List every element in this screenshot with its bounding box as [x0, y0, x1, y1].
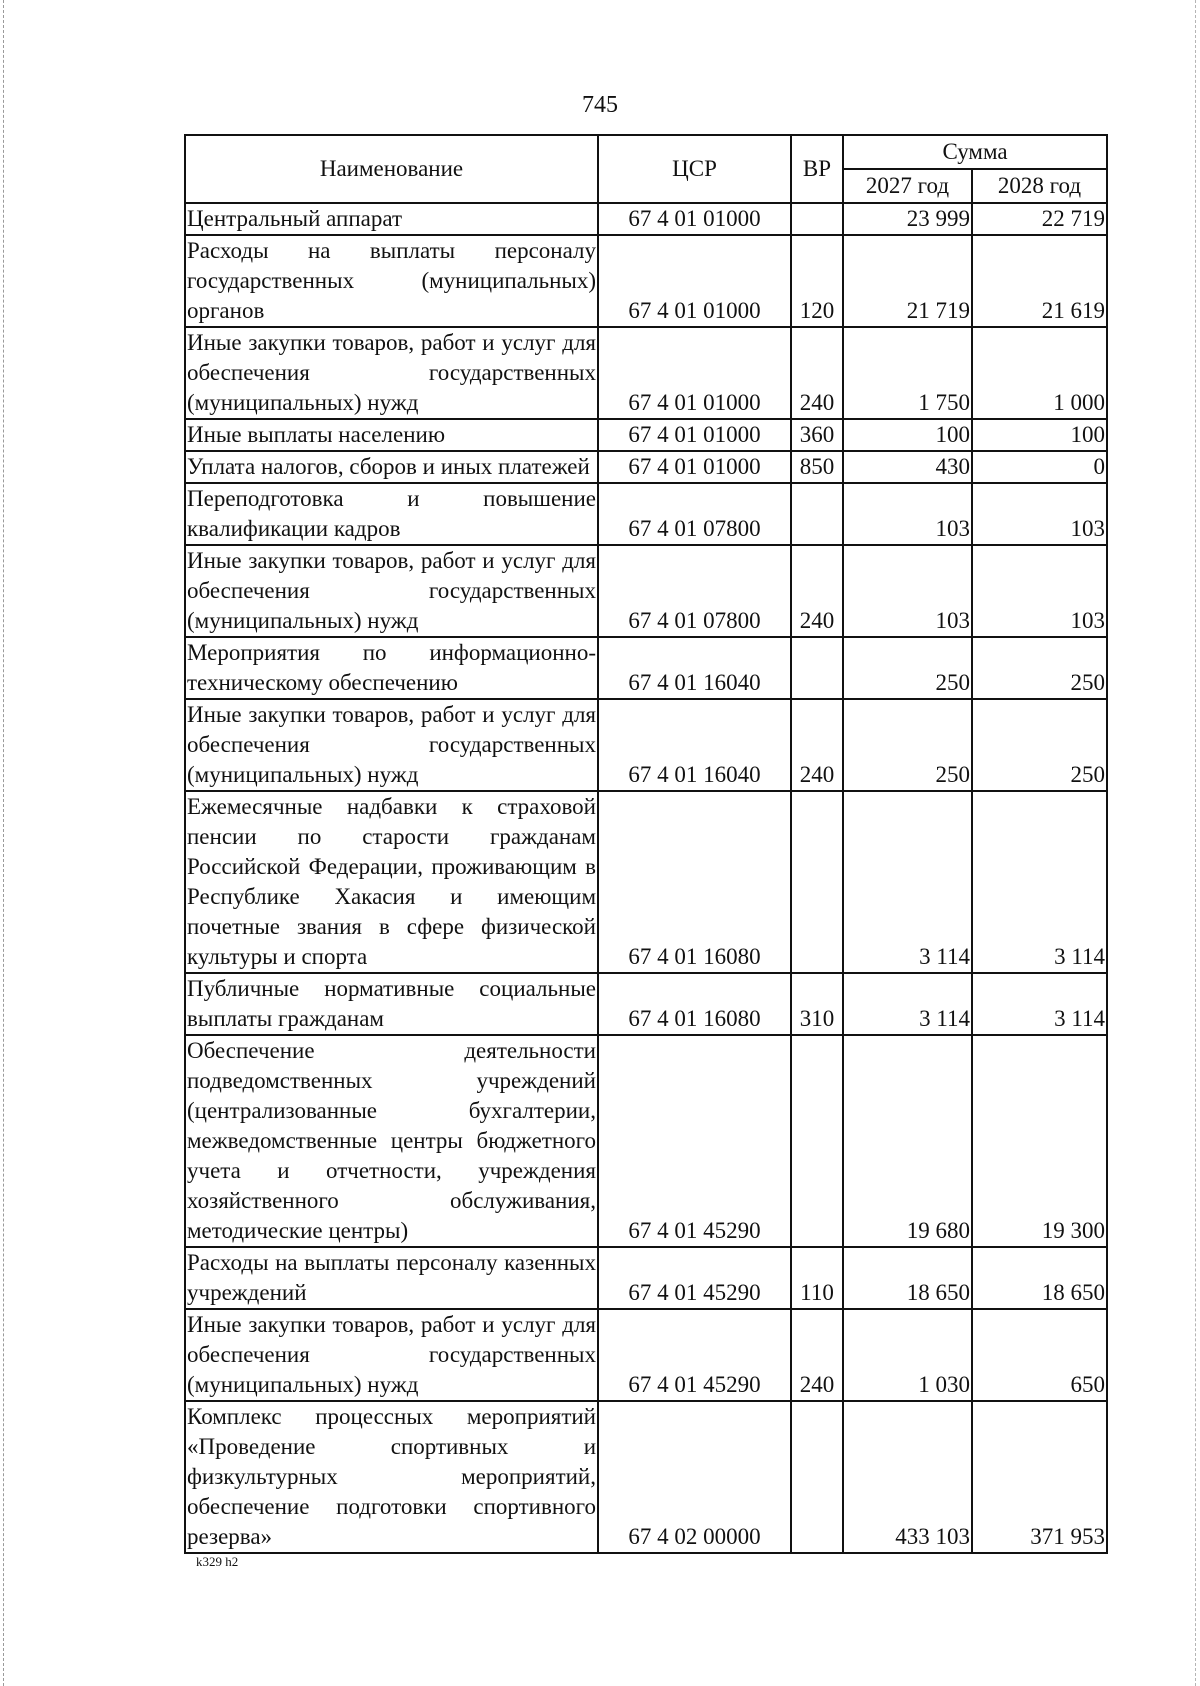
table-body — [185, 203, 1107, 1553]
row-sum-2028: 650 — [972, 1309, 1107, 1401]
row-csr: 67 4 01 16080 — [598, 791, 791, 973]
row-csr: 67 4 01 01000 — [598, 327, 791, 419]
row-vr: 110 — [791, 1247, 843, 1309]
table-row — [185, 545, 1107, 637]
row-csr: 67 4 01 16040 — [598, 637, 791, 699]
row-name: Уплата налогов, сборов и иных платежей — [185, 451, 598, 483]
table-row — [185, 203, 1107, 235]
row-sum-2027: 103 — [843, 483, 972, 545]
row-vr: 240 — [791, 545, 843, 637]
table-row — [185, 1401, 1107, 1553]
row-sum-2028: 3 114 — [972, 973, 1107, 1035]
footer-code: k329 h2 — [196, 1554, 239, 1569]
row-sum-2027: 1 030 — [843, 1309, 972, 1401]
page-number: 745 — [582, 92, 618, 118]
page-edge-left — [3, 0, 4, 1686]
header-name: Наименование — [185, 135, 598, 203]
row-vr: 240 — [791, 327, 843, 419]
row-sum-2028: 18 650 — [972, 1247, 1107, 1309]
row-vr — [791, 1401, 843, 1553]
row-name: Иные закупки товаров, работ и услуг для обеспечения государственных (муниципальных) нужд — [185, 699, 598, 791]
row-sum-2028: 3 114 — [972, 791, 1107, 973]
row-vr: 120 — [791, 235, 843, 327]
table-row — [185, 451, 1107, 483]
row-sum-2027: 18 650 — [843, 1247, 972, 1309]
row-vr — [791, 203, 843, 235]
header-csr: ЦСР — [598, 135, 791, 203]
row-vr — [791, 637, 843, 699]
row-name: Публичные нормативные социальные выплаты гражданам — [185, 973, 598, 1035]
header-sum: Сумма — [843, 135, 1107, 169]
row-name: Центральный аппарат — [185, 203, 598, 235]
row-sum-2027: 433 103 — [843, 1401, 972, 1553]
row-sum-2028: 21 619 — [972, 235, 1107, 327]
table-row — [185, 973, 1107, 1035]
row-sum-2028: 100 — [972, 419, 1107, 451]
table-row — [185, 327, 1107, 419]
row-sum-2028: 19 300 — [972, 1035, 1107, 1247]
row-sum-2027: 3 114 — [843, 973, 972, 1035]
row-sum-2028: 1 000 — [972, 327, 1107, 419]
row-vr: 310 — [791, 973, 843, 1035]
row-csr: 67 4 01 16080 — [598, 973, 791, 1035]
table-row — [185, 791, 1107, 973]
row-name: Иные закупки товаров, работ и услуг для обеспечения государственных (муниципальных) нужд — [185, 1309, 598, 1401]
page-edge-right — [1195, 0, 1196, 1686]
table-row — [185, 1035, 1107, 1247]
row-csr: 67 4 01 01000 — [598, 235, 791, 327]
row-sum-2027: 21 719 — [843, 235, 972, 327]
row-sum-2028: 22 719 — [972, 203, 1107, 235]
row-sum-2028: 250 — [972, 637, 1107, 699]
row-vr: 360 — [791, 419, 843, 451]
row-sum-2027: 19 680 — [843, 1035, 972, 1247]
budget-table — [184, 134, 1108, 1554]
row-sum-2028: 250 — [972, 699, 1107, 791]
row-name: Переподготовка и повышение квалификации кадров — [185, 483, 598, 545]
row-vr: 240 — [791, 699, 843, 791]
row-sum-2028: 371 953 — [972, 1401, 1107, 1553]
row-sum-2027: 430 — [843, 451, 972, 483]
row-sum-2027: 103 — [843, 545, 972, 637]
row-sum-2027: 250 — [843, 637, 972, 699]
table-row — [185, 419, 1107, 451]
table-row — [185, 1247, 1107, 1309]
row-sum-2028: 0 — [972, 451, 1107, 483]
row-name: Комплекс процессных мероприятий «Проведение спортивных и физкультурных мероприятий, обеспечение подготовки спортивного резерва» — [185, 1401, 598, 1553]
table-row — [185, 699, 1107, 791]
row-name: Иные выплаты населению — [185, 419, 598, 451]
row-name: Ежемесячные надбавки к страховой пенсии по старости гражданам Российской Федерации, проживающим в Республике Хакасия и имеющим почетные звания в сфере физической культуры и спорта — [185, 791, 598, 973]
header-year-2027: 2027 год — [843, 169, 972, 203]
row-csr: 67 4 01 01000 — [598, 451, 791, 483]
row-csr: 67 4 01 45290 — [598, 1309, 791, 1401]
row-csr: 67 4 01 01000 — [598, 203, 791, 235]
row-csr: 67 4 01 07800 — [598, 483, 791, 545]
row-csr: 67 4 01 45290 — [598, 1035, 791, 1247]
row-csr: 67 4 01 45290 — [598, 1247, 791, 1309]
header-year-2028: 2028 год — [972, 169, 1107, 203]
table-row — [185, 483, 1107, 545]
row-name: Иные закупки товаров, работ и услуг для обеспечения государственных (муниципальных) нужд — [185, 327, 598, 419]
row-vr: 240 — [791, 1309, 843, 1401]
row-sum-2028: 103 — [972, 545, 1107, 637]
row-sum-2027: 3 114 — [843, 791, 972, 973]
table-row — [185, 1309, 1107, 1401]
row-csr: 67 4 01 01000 — [598, 419, 791, 451]
row-sum-2027: 23 999 — [843, 203, 972, 235]
row-sum-2027: 1 750 — [843, 327, 972, 419]
row-sum-2028: 103 — [972, 483, 1107, 545]
row-csr: 67 4 01 07800 — [598, 545, 791, 637]
table-header — [185, 135, 1107, 203]
table-row — [185, 637, 1107, 699]
row-csr: 67 4 02 00000 — [598, 1401, 791, 1553]
row-name: Обеспечение деятельности подведомственных учреждений (централизованные бухгалтерии, межведомственные центры бюджетного учета и отчетности, учреждения хозяйственного обслуживания, методические центры) — [185, 1035, 598, 1247]
row-vr: 850 — [791, 451, 843, 483]
row-name: Иные закупки товаров, работ и услуг для обеспечения государственных (муниципальных) нужд — [185, 545, 598, 637]
row-name: Расходы на выплаты персоналу казенных учреждений — [185, 1247, 598, 1309]
row-name: Расходы на выплаты персоналу государственных (муниципальных) органов — [185, 235, 598, 327]
row-sum-2027: 250 — [843, 699, 972, 791]
row-csr: 67 4 01 16040 — [598, 699, 791, 791]
row-name: Мероприятия по информационно-техническому обеспечению — [185, 637, 598, 699]
row-vr — [791, 1035, 843, 1247]
row-sum-2027: 100 — [843, 419, 972, 451]
table-row — [185, 235, 1107, 327]
header-vr: ВР — [791, 135, 843, 203]
row-vr — [791, 791, 843, 973]
row-vr — [791, 483, 843, 545]
